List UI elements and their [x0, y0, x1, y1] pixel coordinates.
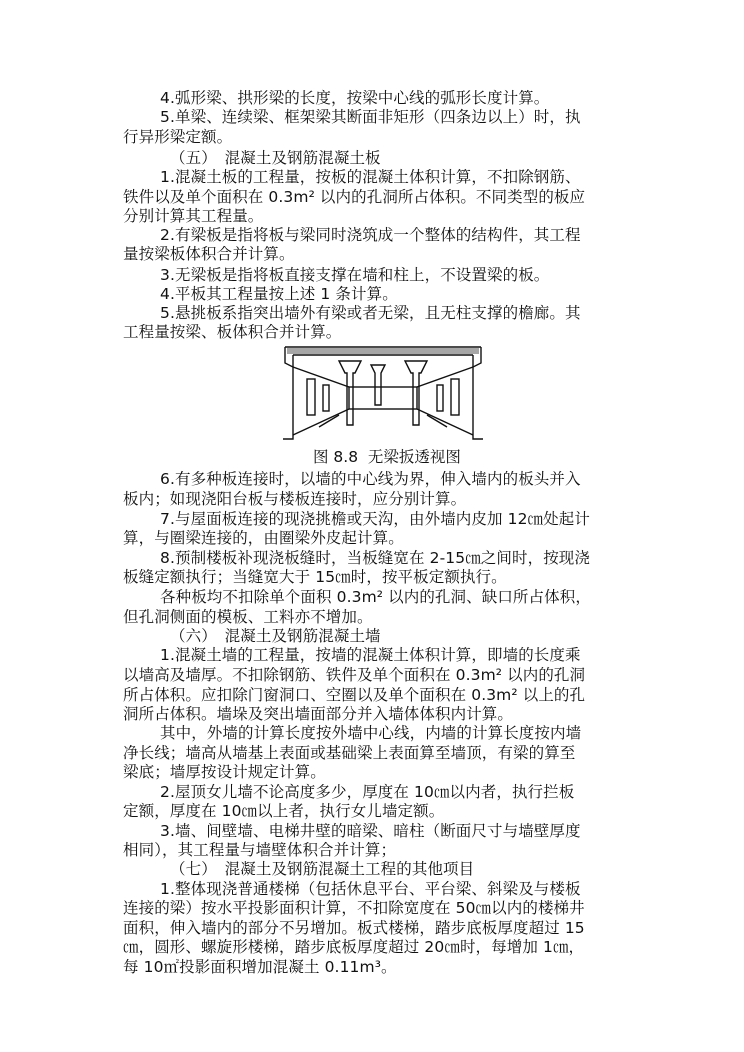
text-line: 3.无梁板是指将板直接支撑在墙和柱上，不设置梁的板。 — [160, 266, 550, 284]
text-line: 8.预制楼板补现浇板缝时，当板缝宽在 2-15㎝之间时，按现浇 — [160, 549, 590, 567]
text-line: 分别计算其工程量。 — [123, 207, 264, 225]
text-line: （七） 混凝土及钢筋混凝土工程的其他项目 — [170, 860, 475, 878]
text-line: 1.整体现浇普通楼梯（包括休息平台、平台梁、斜梁及与楼板 — [160, 880, 581, 898]
text-line: 4.弧形梁、拱形梁的长度，按梁中心线的弧形长度计算。 — [160, 89, 550, 107]
text-line: 面积，伸入墙内的部分不另增加。板式楼梯，踏步底板厚度超过 15 — [123, 919, 585, 937]
text-line: ㎝，圆形、螺旋形楼梯，踏步底板厚度超过 20㎝时，每增加 1㎝， — [123, 938, 585, 956]
text-line: 5.单梁、连续梁、框架梁其断面非矩形（四条边以上）时，执 — [160, 108, 581, 126]
text-line: 洞所占体积。墙垛及突出墙面部分并入墙体体积内计算。 — [123, 705, 514, 723]
text-line: 1.混凝土墙的工程量，按墙的混凝土体积计算，即墙的长度乘 — [160, 646, 581, 664]
flat-slab-perspective-figure — [279, 343, 487, 443]
text-line: 4.平板其工程量按上述 1 条计算。 — [160, 285, 398, 303]
text-line: （六） 混凝土及钢筋混凝土墙 — [170, 627, 381, 645]
text-line: 3.墙、间壁墙、电梯井壁的暗梁、暗柱（断面尺寸与墙壁厚度 — [160, 822, 581, 840]
text-line: 算，与圈梁连接的，由圈梁外皮起计算。 — [123, 529, 404, 547]
text-line: 相同），其工程量与墙壁体积合并计算； — [123, 841, 397, 859]
text-line: 7.与屋面板连接的现浇挑檐或天沟，由外墙内皮加 12㎝处起计 — [160, 510, 590, 528]
text-line: 工程量按梁、板体积合并计算。 — [123, 323, 342, 341]
text-line: 1.混凝土板的工程量，按板的混凝土体积计算，不扣除钢筋、 — [160, 168, 581, 186]
text-line: 连接的梁）按水平投影面积计算，不扣除宽度在 50㎝以内的楼梯井 — [123, 899, 585, 917]
text-line: 2.屋顶女儿墙不论高度多少，厚度在 10㎝以内者，执行拦板 — [160, 783, 575, 801]
text-line: 但孔洞侧面的模板、工料亦不增加。 — [123, 608, 373, 626]
text-line: 2.有梁板是指将板与梁同时浇筑成一个整体的结构件，其工程 — [160, 226, 581, 244]
text-line: 量按梁板体积合并计算。 — [123, 245, 295, 263]
text-line: 5.悬挑板系指突出墙外有梁或者无梁，且无柱支撑的檐廊。其 — [160, 304, 581, 322]
text-line: 其中，外墙的计算长度按外墙中心线，内墙的计算长度按内墙 — [160, 724, 582, 742]
text-line: 以墙高及墙厚。不扣除钢筋、铁件及单个面积在 0.3m² 以内的孔洞 — [123, 666, 586, 684]
text-line: 所占体积。应扣除门窗洞口、空圈以及单个面积在 0.3m² 以上的孔 — [123, 686, 586, 704]
text-line: 各种板均不扣除单个面积 0.3m² 以内的孔洞、缺口所占体积， — [160, 588, 591, 606]
text-line: 行异形梁定额。 — [123, 128, 233, 146]
figure-caption: 图 8.8 无梁扳透视图 — [313, 448, 461, 466]
text-line: 净长线；墙高从墙基上表面或基础梁上表面算至墙顶，有梁的算至 — [123, 744, 576, 762]
text-line: 铁件以及单个面积在 0.3m² 以内的孔洞所占体积。不同类型的板应 — [123, 188, 586, 206]
text-line: 板缝定额执行；当缝宽大于 15㎝时，按平板定额执行。 — [123, 568, 507, 586]
text-line: 定额，厚度在 10㎝以上者，执行女儿墙定额。 — [123, 802, 445, 820]
text-line: 6.有多种板连接时，以墙的中心线为界，伸入墙内的板头并入 — [160, 470, 581, 488]
text-line: 梁底；墙厚按设计规定计算。 — [123, 763, 326, 781]
text-line: （五） 混凝土及钢筋混凝土板 — [170, 149, 381, 167]
text-line: 板内；如现浇阳台板与楼板连接时，应分别计算。 — [123, 490, 467, 508]
text-line: 每 10㎡投影面积增加混凝土 0.11m³。 — [123, 958, 397, 976]
